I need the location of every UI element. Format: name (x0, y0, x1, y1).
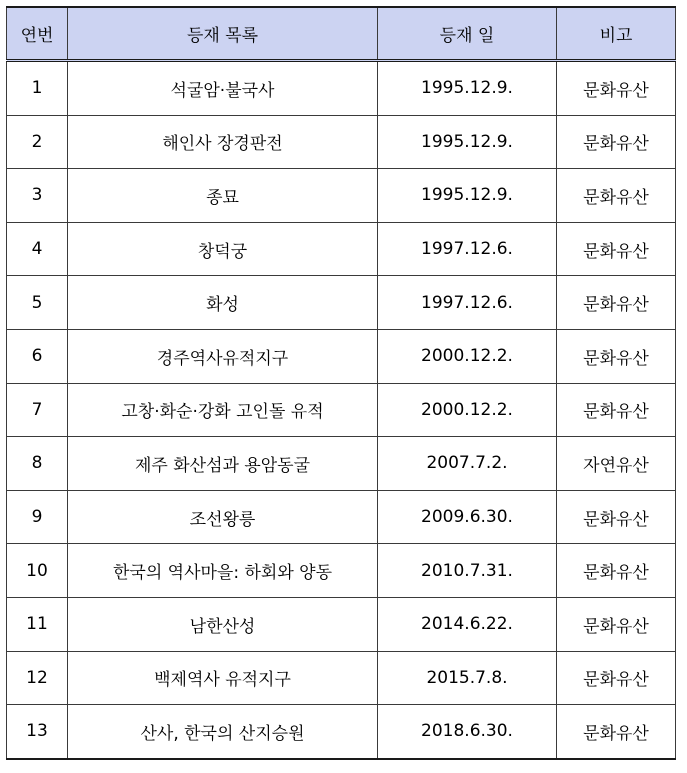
cell-name: 한국의 역사마을: 하회와 양동 (68, 544, 378, 598)
table-row (7, 222, 676, 276)
cell-date: 2010.7.31. (378, 544, 557, 598)
cell-note: 문화유산 (557, 383, 676, 437)
cell-name: 화성 (68, 276, 378, 330)
cell-number: 10 (7, 544, 68, 598)
table-row (7, 61, 676, 116)
heritage-list-table (6, 6, 676, 760)
cell-date: 1995.12.9. (378, 61, 557, 116)
table-row (7, 597, 676, 651)
table-row (7, 276, 676, 330)
cell-number: 1 (7, 61, 68, 116)
table-row (7, 651, 676, 705)
cell-note: 문화유산 (557, 705, 676, 759)
header-number: 연번 (7, 7, 68, 61)
cell-note: 문화유산 (557, 115, 676, 169)
table-row (7, 544, 676, 598)
table-body (7, 61, 676, 759)
cell-note: 문화유산 (557, 329, 676, 383)
table-row (7, 115, 676, 169)
cell-number: 8 (7, 437, 68, 491)
cell-date: 2000.12.2. (378, 383, 557, 437)
cell-name: 조선왕릉 (68, 490, 378, 544)
cell-number: 3 (7, 169, 68, 223)
table-row (7, 490, 676, 544)
cell-note: 문화유산 (557, 61, 676, 116)
cell-number: 2 (7, 115, 68, 169)
cell-name: 석굴암·불국사 (68, 61, 378, 116)
cell-number: 11 (7, 597, 68, 651)
cell-date: 2018.6.30. (378, 705, 557, 759)
cell-note: 문화유산 (557, 544, 676, 598)
cell-name: 남한산성 (68, 597, 378, 651)
table-row (7, 705, 676, 759)
cell-date: 2009.6.30. (378, 490, 557, 544)
cell-date: 2007.7.2. (378, 437, 557, 491)
cell-note: 자연유산 (557, 437, 676, 491)
cell-date: 2000.12.2. (378, 329, 557, 383)
cell-date: 1997.12.6. (378, 222, 557, 276)
cell-note: 문화유산 (557, 597, 676, 651)
cell-name: 제주 화산섬과 용암동굴 (68, 437, 378, 491)
cell-note: 문화유산 (557, 276, 676, 330)
cell-number: 5 (7, 276, 68, 330)
table-row (7, 329, 676, 383)
cell-name: 고창·화순·강화 고인돌 유적 (68, 383, 378, 437)
cell-date: 1997.12.6. (378, 276, 557, 330)
table-row (7, 169, 676, 223)
header-date: 등재 일 (378, 7, 557, 61)
cell-date: 2015.7.8. (378, 651, 557, 705)
cell-date: 1995.12.9. (378, 169, 557, 223)
cell-number: 4 (7, 222, 68, 276)
header-note: 비고 (557, 7, 676, 61)
cell-name: 경주역사유적지구 (68, 329, 378, 383)
cell-name: 백제역사 유적지구 (68, 651, 378, 705)
cell-date: 2014.6.22. (378, 597, 557, 651)
cell-number: 9 (7, 490, 68, 544)
cell-number: 6 (7, 329, 68, 383)
header-name: 등재 목록 (68, 7, 378, 61)
cell-name: 해인사 장경판전 (68, 115, 378, 169)
cell-name: 창덕궁 (68, 222, 378, 276)
cell-date: 1995.12.9. (378, 115, 557, 169)
cell-number: 13 (7, 705, 68, 759)
cell-name: 종묘 (68, 169, 378, 223)
table-row (7, 437, 676, 491)
cell-number: 7 (7, 383, 68, 437)
cell-name: 산사, 한국의 산지승원 (68, 705, 378, 759)
cell-note: 문화유산 (557, 222, 676, 276)
cell-note: 문화유산 (557, 490, 676, 544)
table-row (7, 383, 676, 437)
cell-note: 문화유산 (557, 651, 676, 705)
cell-note: 문화유산 (557, 169, 676, 223)
table-header-row (7, 7, 676, 61)
cell-number: 12 (7, 651, 68, 705)
